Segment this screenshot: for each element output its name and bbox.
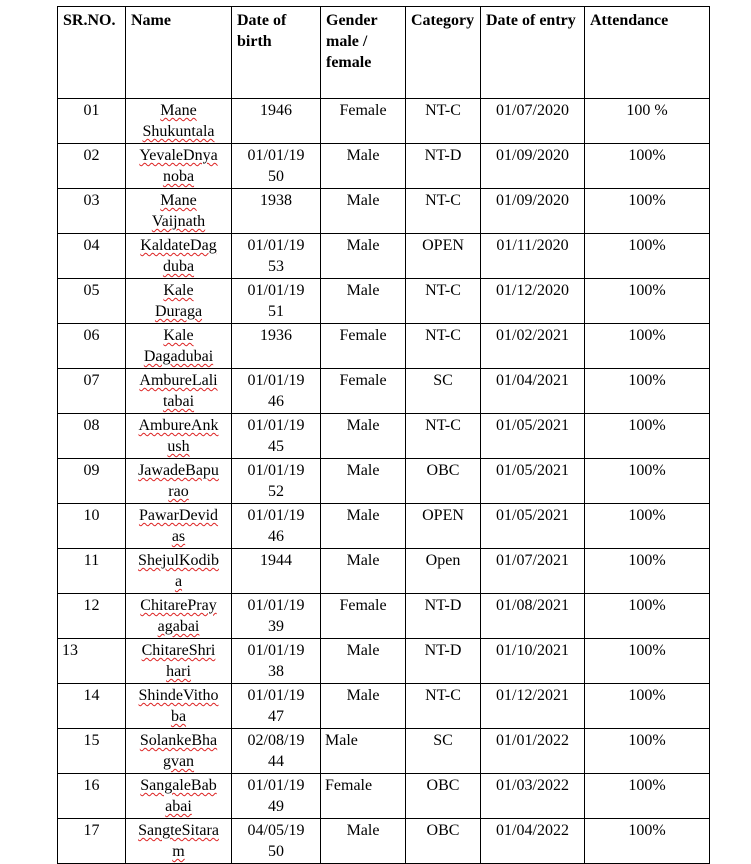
cell-name (126, 279, 232, 324)
table-row (58, 369, 710, 414)
cell-entry: 01/07/2020 (481, 99, 585, 144)
cell-entry: 01/05/2021 (481, 504, 585, 549)
cell-sr: 17 (58, 819, 126, 864)
table-row (58, 504, 710, 549)
cell-entry: 01/12/2020 (481, 279, 585, 324)
cell-entry: 01/05/2021 (481, 459, 585, 504)
cell-entry: 01/09/2020 (481, 189, 585, 234)
table-row (58, 189, 710, 234)
cell-attendance: 100% (585, 729, 710, 774)
dob-line: 01/01/19 (247, 147, 305, 164)
cell-gender: Male (321, 279, 406, 324)
table-row (58, 774, 710, 819)
cell-attendance: 100% (585, 189, 710, 234)
cell-attendance: 100% (585, 414, 710, 459)
cell-name (126, 549, 232, 594)
name-line: Vaijnath (151, 213, 206, 230)
cell-sr: 10 (58, 504, 126, 549)
dob-line: 52 (268, 483, 284, 500)
name-line: noba (162, 168, 195, 185)
cell-category: OBC (406, 774, 481, 819)
name-line: hari (166, 663, 191, 680)
cell-entry: 01/05/2021 (481, 414, 585, 459)
dob-line: 01/01/19 (247, 417, 305, 434)
cell-gender: Male (321, 684, 406, 729)
cell-gender: Male (321, 144, 406, 189)
dob-line: 01/01/19 (247, 507, 305, 524)
name-line: Kale (163, 282, 194, 299)
dob-line: 38 (268, 663, 284, 680)
dob-line: 1944 (260, 552, 292, 569)
cell-attendance: 100 % (585, 99, 710, 144)
name-line: ShindeVitho (138, 687, 219, 704)
cell-name (126, 189, 232, 234)
name-line: AmbureAnk (138, 417, 219, 434)
cell-entry: 01/01/2022 (481, 729, 585, 774)
cell-gender: Male (321, 504, 406, 549)
cell-sr: 13 (58, 639, 126, 684)
cell-dob (232, 369, 321, 414)
dob-line: 01/01/19 (247, 687, 305, 704)
cell-name (126, 144, 232, 189)
cell-gender: Male (321, 189, 406, 234)
table-row (58, 639, 710, 684)
cell-entry: 01/10/2021 (481, 639, 585, 684)
cell-category: OBC (406, 459, 481, 504)
table-row (58, 594, 710, 639)
name-line: m (172, 843, 185, 860)
cell-sr: 11 (58, 549, 126, 594)
table-row (58, 99, 710, 144)
cell-dob (232, 144, 321, 189)
dob-line: 49 (268, 798, 284, 815)
dob-line: 1946 (260, 102, 292, 119)
cell-gender: Female (321, 99, 406, 144)
cell-category: SC (406, 729, 481, 774)
cell-sr: 14 (58, 684, 126, 729)
name-line: ush (167, 438, 190, 455)
name-line: gvan (162, 753, 195, 770)
name-line: JawadeBapu (138, 462, 219, 479)
name-line: AmbureLali (139, 372, 218, 389)
dob-line: 1936 (260, 327, 292, 344)
dob-line: 04/05/19 (247, 822, 305, 839)
name-line: KaldateDag (140, 237, 217, 254)
cell-sr: 01 (58, 99, 126, 144)
cell-entry: 01/02/2021 (481, 324, 585, 369)
cell-sr: 08 (58, 414, 126, 459)
name-line: ChitarePray (140, 597, 217, 614)
name-line: ChitareShri (141, 642, 216, 659)
dob-line: 50 (268, 168, 284, 185)
cell-attendance: 100% (585, 594, 710, 639)
cell-category: NT-C (406, 684, 481, 729)
cell-sr: 07 (58, 369, 126, 414)
cell-name (126, 639, 232, 684)
table-row (58, 279, 710, 324)
cell-dob (232, 639, 321, 684)
dob-line: 01/01/19 (247, 597, 305, 614)
cell-dob (232, 234, 321, 279)
header-sr: SR.NO. (58, 7, 126, 99)
name-line: ba (170, 708, 187, 725)
cell-gender: Female (321, 369, 406, 414)
cell-sr: 12 (58, 594, 126, 639)
cell-sr: 03 (58, 189, 126, 234)
cell-entry: 01/09/2020 (481, 144, 585, 189)
table-row (58, 459, 710, 504)
cell-dob (232, 189, 321, 234)
cell-name (126, 99, 232, 144)
cell-category: NT-C (406, 414, 481, 459)
cell-gender: Male (321, 639, 406, 684)
cell-attendance: 100% (585, 279, 710, 324)
table-row (58, 144, 710, 189)
cell-name (126, 459, 232, 504)
cell-attendance: 100% (585, 504, 710, 549)
cell-category: NT-D (406, 594, 481, 639)
cell-attendance: 100% (585, 324, 710, 369)
table-row (58, 324, 710, 369)
cell-sr: 02 (58, 144, 126, 189)
cell-name (126, 504, 232, 549)
cell-category: NT-D (406, 144, 481, 189)
cell-sr: 04 (58, 234, 126, 279)
header-category: Category (406, 7, 481, 99)
dob-line: 02/08/19 (247, 732, 305, 749)
name-line: SangteSitara (138, 822, 219, 839)
cell-gender: Female (321, 774, 406, 819)
cell-name (126, 774, 232, 819)
table-row (58, 729, 710, 774)
cell-category: NT-D (406, 639, 481, 684)
cell-sr: 15 (58, 729, 126, 774)
cell-category: OPEN (406, 234, 481, 279)
table-row (58, 549, 710, 594)
name-line: SolankeBha (139, 732, 218, 749)
dob-line: 01/01/19 (247, 777, 305, 794)
cell-dob (232, 324, 321, 369)
cell-dob (232, 729, 321, 774)
cell-gender: Male (321, 549, 406, 594)
name-line: Mane (160, 102, 197, 119)
table-row (58, 414, 710, 459)
cell-attendance: 100% (585, 549, 710, 594)
cell-dob (232, 99, 321, 144)
cell-entry: 01/07/2021 (481, 549, 585, 594)
cell-entry: 01/12/2021 (481, 684, 585, 729)
dob-line: 01/01/19 (247, 642, 305, 659)
name-line: Shukuntala (142, 123, 215, 140)
attendance-table (57, 6, 710, 864)
cell-attendance: 100% (585, 459, 710, 504)
cell-name (126, 684, 232, 729)
header-attendance: Attendance (585, 7, 710, 99)
name-line: a (174, 573, 183, 590)
cell-attendance: 100% (585, 144, 710, 189)
header-gender: Gender male / female (321, 7, 406, 99)
dob-line: 51 (268, 303, 284, 320)
name-line: ShejulKodib (138, 552, 219, 569)
dob-line: 01/01/19 (247, 372, 305, 389)
cell-dob (232, 459, 321, 504)
cell-attendance: 100% (585, 774, 710, 819)
cell-dob (232, 819, 321, 864)
cell-dob (232, 504, 321, 549)
cell-dob (232, 594, 321, 639)
dob-line: 46 (268, 393, 284, 410)
cell-entry: 01/08/2021 (481, 594, 585, 639)
name-line: PawarDevid (138, 507, 219, 524)
cell-sr: 05 (58, 279, 126, 324)
cell-entry: 01/03/2022 (481, 774, 585, 819)
name-line: Dagadubai (143, 348, 214, 365)
cell-attendance: 100% (585, 369, 710, 414)
cell-attendance: 100% (585, 639, 710, 684)
name-line: tabai (162, 393, 195, 410)
name-line: duba (162, 258, 195, 275)
cell-category: OPEN (406, 504, 481, 549)
dob-line: 01/01/19 (247, 282, 305, 299)
name-line: Duraga (154, 303, 203, 320)
table-row (58, 819, 710, 864)
cell-gender: Male (321, 414, 406, 459)
table-row (58, 684, 710, 729)
cell-gender: Female (321, 594, 406, 639)
table-row (58, 234, 710, 279)
cell-category: NT-C (406, 279, 481, 324)
cell-dob (232, 684, 321, 729)
dob-line: 44 (268, 753, 284, 770)
dob-line: 47 (268, 708, 284, 725)
header-row (58, 7, 710, 99)
dob-line: 01/01/19 (247, 462, 305, 479)
cell-name (126, 369, 232, 414)
name-line: SangaleBab (140, 777, 217, 794)
dob-line: 45 (268, 438, 284, 455)
cell-gender: Male (321, 459, 406, 504)
cell-name (126, 819, 232, 864)
cell-dob (232, 774, 321, 819)
name-line: agabai (157, 618, 200, 635)
cell-entry: 01/04/2022 (481, 819, 585, 864)
cell-attendance: 100% (585, 234, 710, 279)
name-line: abai (165, 798, 192, 815)
name-line: rao (168, 483, 189, 500)
name-line: Mane (160, 192, 197, 209)
dob-line: 1938 (260, 192, 292, 209)
cell-category: NT-C (406, 324, 481, 369)
cell-gender: Male (321, 819, 406, 864)
cell-sr: 16 (58, 774, 126, 819)
cell-category: OBC (406, 819, 481, 864)
cell-gender: Female (321, 324, 406, 369)
dob-line: 01/01/19 (247, 237, 305, 254)
cell-entry: 01/04/2021 (481, 369, 585, 414)
dob-line: 39 (268, 618, 284, 635)
cell-category: SC (406, 369, 481, 414)
cell-dob (232, 414, 321, 459)
cell-name (126, 324, 232, 369)
cell-category: Open (406, 549, 481, 594)
name-line: as (171, 528, 186, 545)
cell-attendance: 100% (585, 819, 710, 864)
name-line: Kale (163, 327, 194, 344)
cell-sr: 09 (58, 459, 126, 504)
cell-category: NT-C (406, 99, 481, 144)
header-dob: Date of birth (232, 7, 321, 99)
cell-name (126, 594, 232, 639)
cell-category: NT-C (406, 189, 481, 234)
cell-entry: 01/11/2020 (481, 234, 585, 279)
header-entry: Date of entry (481, 7, 585, 99)
cell-name (126, 234, 232, 279)
dob-line: 50 (268, 843, 284, 860)
name-line: YevaleDnya (139, 147, 218, 164)
cell-dob (232, 279, 321, 324)
cell-name (126, 414, 232, 459)
cell-attendance: 100% (585, 684, 710, 729)
cell-sr: 06 (58, 324, 126, 369)
cell-gender: Male (321, 729, 406, 774)
header-name: Name (126, 7, 232, 99)
dob-line: 46 (268, 528, 284, 545)
cell-name (126, 729, 232, 774)
dob-line: 53 (268, 258, 284, 275)
cell-dob (232, 549, 321, 594)
cell-gender: Male (321, 234, 406, 279)
